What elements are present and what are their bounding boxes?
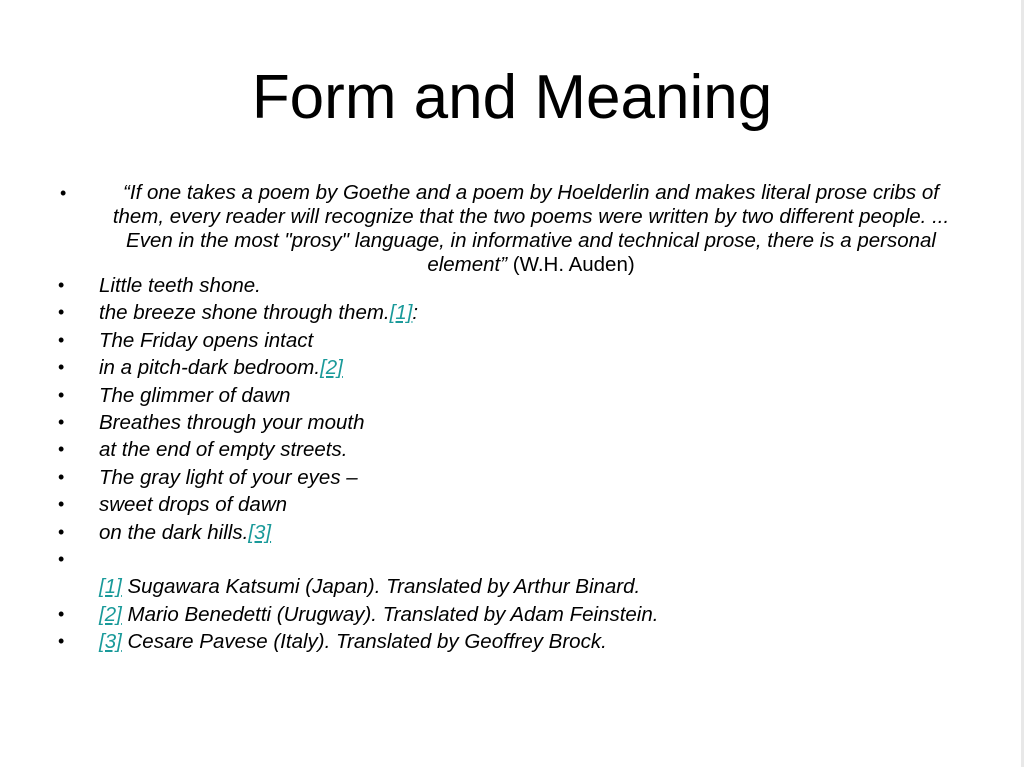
list-item [58, 382, 958, 409]
poem-line: on the dark hills. [99, 520, 249, 544]
bullet: • [58, 549, 65, 570]
quote-block [60, 181, 965, 277]
bullet: • [58, 439, 65, 460]
list-item [58, 327, 958, 354]
poem-line: sweet drops of dawn [99, 493, 288, 517]
poem-line: at the end of empty streets. [99, 438, 348, 462]
footnote-ref-link[interactable]: [1] [389, 301, 413, 325]
poem-line-suffix: : [412, 301, 419, 325]
bullet: • [58, 466, 65, 487]
footnote-ref-link[interactable]: [2] [320, 356, 343, 380]
quote-text [96, 181, 966, 277]
bullet: • [58, 357, 65, 378]
footnote-text: Cesare Pavese (Italy). Translated by Geoffrey Brock. [121, 630, 607, 654]
bullet: • [60, 183, 67, 203]
list-item [58, 436, 958, 463]
footnote-text: Sugawara Katsumi (Japan). Translated by Arthur Binard. [121, 575, 641, 599]
bullet: • [58, 329, 65, 350]
list-item-empty [58, 546, 958, 573]
poem-line: The glimmer of dawn [99, 383, 291, 407]
footnote-item [58, 601, 958, 628]
slide-title: Form and Meaning [251, 63, 773, 132]
bullet: • [58, 521, 65, 542]
bullet: • [58, 603, 65, 624]
poem-line: the breeze shone through them. [99, 301, 390, 325]
poem-list [58, 272, 958, 656]
poem-line: Breathes through your mouth [99, 411, 365, 435]
list-item [58, 491, 958, 518]
footnote-ref-link[interactable]: [2] [99, 602, 122, 626]
footnote-item [58, 628, 958, 655]
footnote-text: Mario Benedetti (Urugway). Translated by Adam Feinstein. [121, 602, 659, 626]
poem-line: in a pitch-dark bedroom. [99, 356, 321, 380]
bullet: • [58, 631, 65, 652]
poem-line: Little teeth shone. [99, 274, 261, 297]
poem-line: The gray light of your eyes – [99, 465, 358, 489]
footnote-item [58, 573, 958, 600]
bullet: • [58, 275, 65, 295]
list-item [58, 299, 958, 326]
list-item [58, 519, 958, 546]
list-item [58, 354, 958, 381]
bullet: • [58, 412, 65, 433]
quote-body: “If one takes a poem by Goethe and a poem by Hoelderlin and makes literal prose cribs of them, every reader will recognize that the two poems were written by two different people. ... Even in the most "prosy" language, in informative and technical prose, there is a personal element” [112, 181, 950, 276]
poem-line: The Friday opens intact [99, 328, 314, 352]
quote-attribution: (W.H. Auden) [507, 253, 635, 276]
footnote-ref-link[interactable]: [3] [99, 630, 122, 654]
list-item [58, 409, 958, 436]
footnote-ref-link[interactable]: [1] [99, 575, 122, 599]
bullet: • [58, 302, 65, 323]
list-item [58, 464, 958, 491]
list-item [58, 272, 958, 299]
footnote-ref-link[interactable]: [3] [248, 520, 272, 544]
bullet: • [58, 494, 65, 515]
bullet: • [58, 384, 65, 405]
